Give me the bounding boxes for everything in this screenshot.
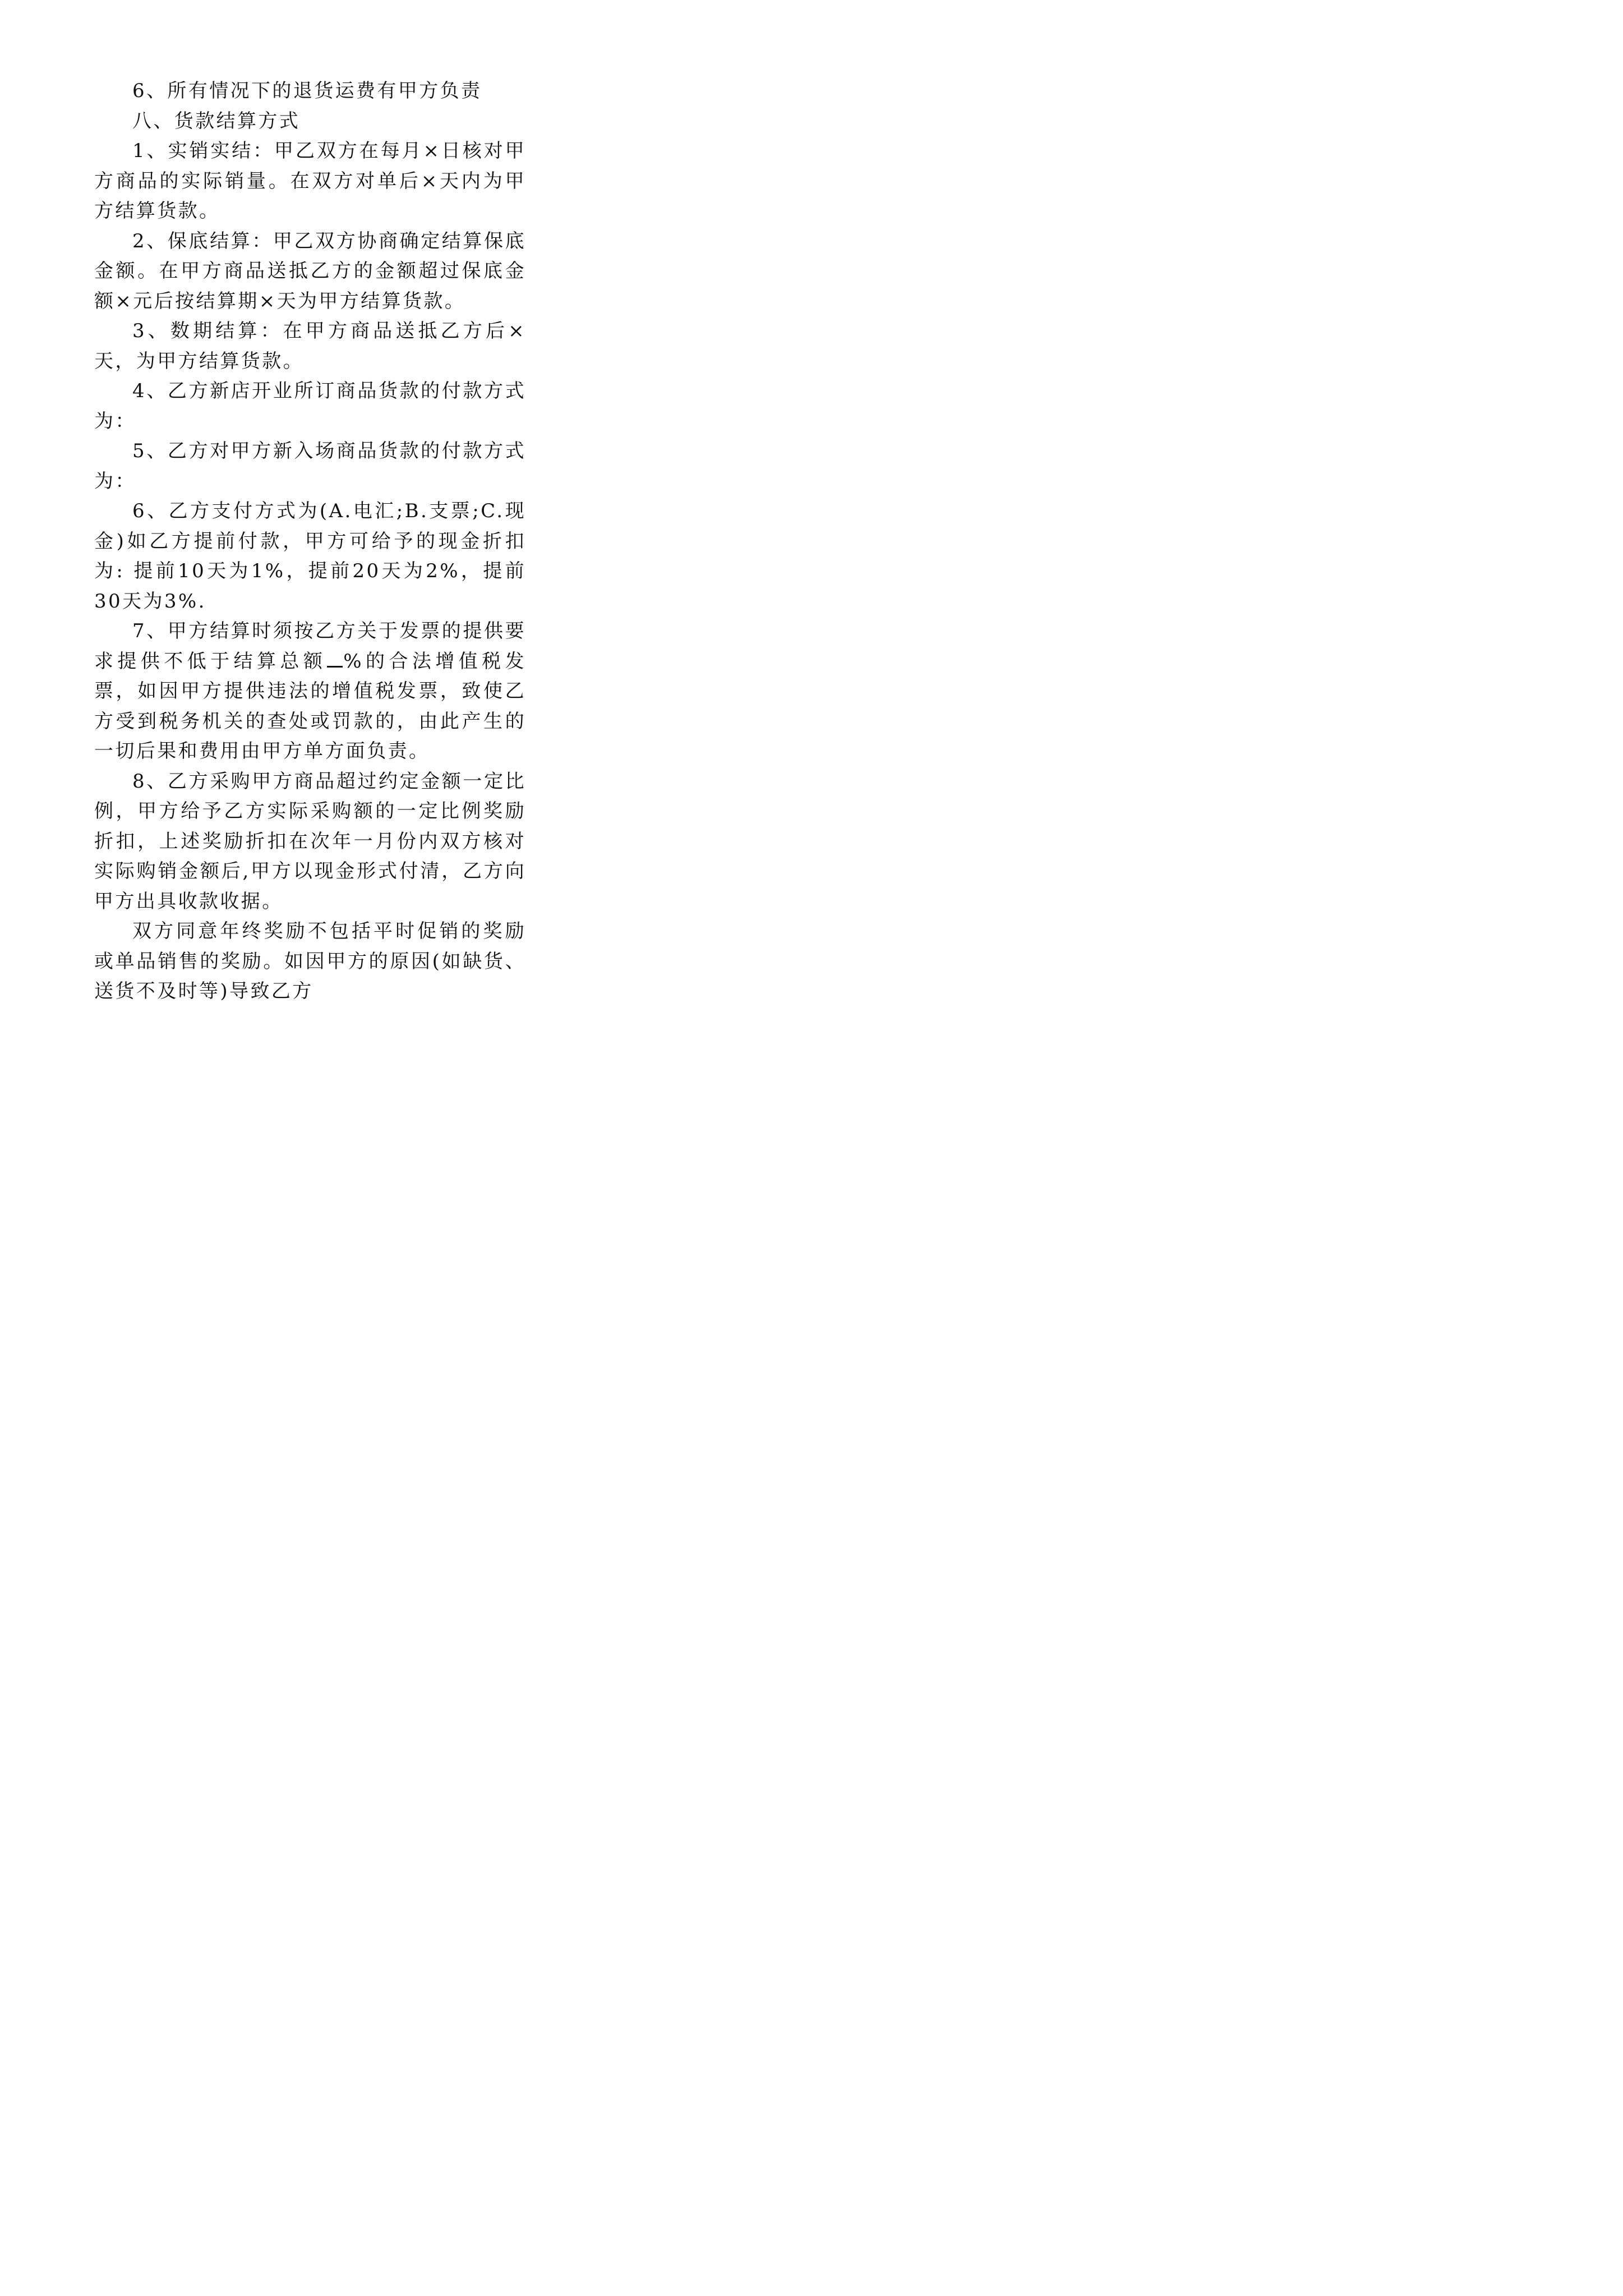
- paragraph-period-settlement: 3、数期结算：在甲方商品送抵乙方后×天，为甲方结算货款。: [94, 320, 526, 372]
- section-heading-payment-settlement: 八、货款结算方式: [132, 109, 301, 132]
- invoice-text-after-blank: %的合法增值税发票，如因甲方提供违法的增值税发票，致使乙方受到税务机关的查处或罚款的，由此产生的一切后果和费用由甲方单方面负责。: [94, 650, 527, 762]
- paragraph-new-product-payment: 5、乙方对甲方新入场商品货款的付款方式为：: [94, 440, 526, 493]
- paragraph-return-shipping: 6、所有情况下的退货运费有甲方负责: [132, 80, 482, 102]
- paragraph-actual-sales-settlement: 1、实销实结：甲乙双方在每月×日核对甲方商品的实际销量。在双方对单后×天内为甲方结算货款。: [94, 140, 526, 222]
- invoice-text-before-blank: 7、甲方结算时须按乙方关于发票的提供要求提供不低于结算总额: [94, 620, 526, 673]
- paragraph-invoice-requirement: [94, 616, 526, 767]
- paragraph-year-end-reward: 双方同意年终奖励不包括平时促销的奖励或单品销售的奖励。如因甲方的原因(如缺货、送货不及时等)导致乙方: [94, 920, 526, 1002]
- document-body: [94, 76, 526, 1007]
- paragraph-new-store-payment: 4、乙方新店开业所订商品货款的付款方式为：: [94, 380, 526, 432]
- document-page: [0, 0, 617, 1002]
- paragraph-guaranteed-settlement: 2、保底结算：甲乙双方协商确定结算保底金额。在甲方商品送抵乙方的金额超过保底金额×元后按结算期×天为甲方结算货款。: [94, 229, 526, 312]
- paragraph-payment-method-discount: 6、乙方支付方式为(A.电汇;B.支票;C.现金)如乙方提前付款，甲方可给予的现金折扣为: 提前10天为1%，提前20天为2%，提前30天为3%.: [94, 500, 526, 613]
- paragraph-purchase-reward: 8、乙方采购甲方商品超过约定金额一定比例，甲方给予乙方实际采购额的一定比例奖励折扣，上述奖励折扣在次年一月份内双方核对实际购销金额后,甲方以现金形式付清，乙方向甲方出具收款收据。: [94, 770, 526, 913]
- fill-in-blank: [327, 649, 343, 668]
